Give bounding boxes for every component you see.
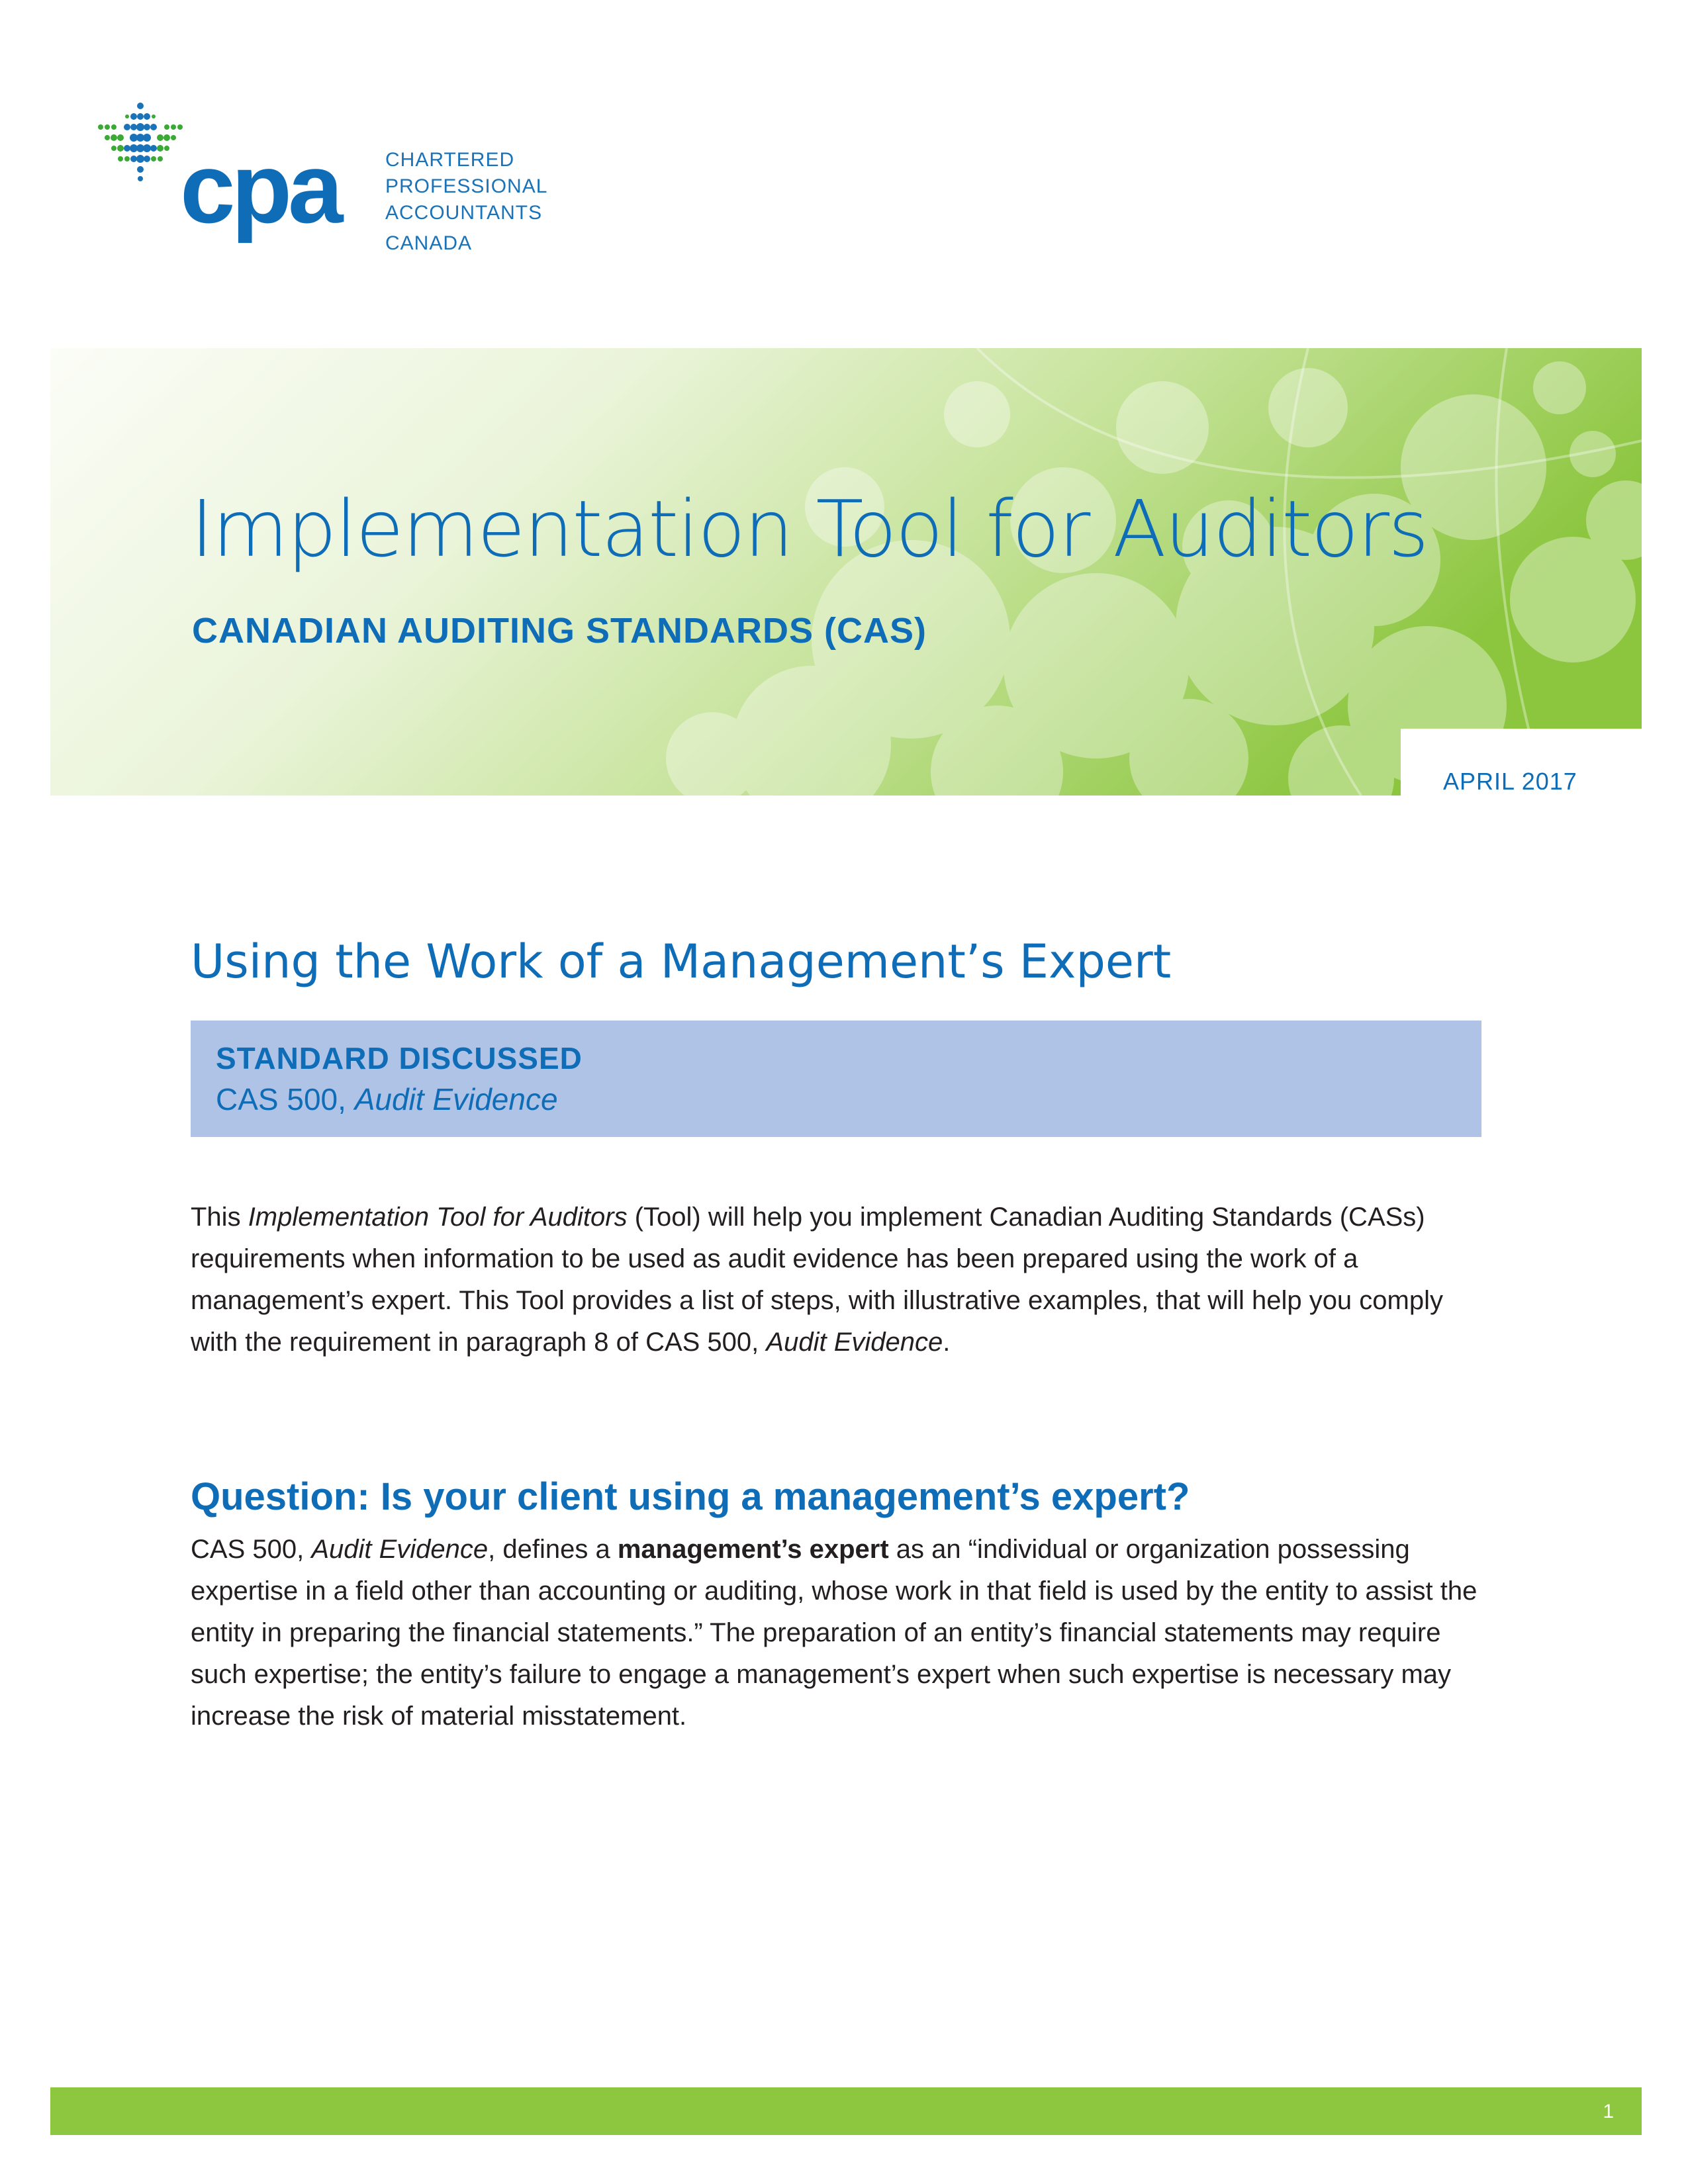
page-title: Implementation Tool for Auditors <box>191 483 1428 574</box>
intro-italic-tool: Implementation Tool for Auditors <box>248 1203 628 1232</box>
intro-paragraph <box>191 1197 1488 1363</box>
question-heading: Question: Is your client using a management’s expert? <box>191 1475 1190 1518</box>
logo-line-professional: PROFESSIONAL <box>385 175 548 197</box>
question-paragraph <box>191 1529 1488 1737</box>
question-text-b: , defines a <box>488 1535 618 1564</box>
intro-italic-evidence: Audit Evidence <box>766 1328 943 1357</box>
cpa-logo <box>93 93 569 265</box>
logo-line-canada: CANADA <box>385 232 473 254</box>
footer-bar <box>50 2087 1642 2135</box>
intro-text-b: (Tool) will help you implement Canadian Auditing Standards (CASs) requirements when information to be used as audit evidence has been prepared using the work of a management’s expert. This Tool provides a list of steps, with illustrative examples, that will help you comply with the requirement in paragraph 8 of CAS 500, <box>191 1203 1443 1357</box>
intro-text-a: This <box>191 1203 248 1232</box>
standard-label: STANDARD DISCUSSED <box>216 1041 583 1075</box>
standard-ref-text: CAS 500, <box>216 1082 355 1116</box>
intro-text-c: . <box>943 1328 951 1357</box>
standard-ref-italic: Audit Evidence <box>354 1082 558 1116</box>
logo-text <box>385 147 547 257</box>
maple-leaf-dots-icon <box>93 93 384 265</box>
cpa-wordmark: cpa <box>180 132 340 244</box>
logo-line-chartered: CHARTERED <box>385 149 515 171</box>
question-bold-term: management’s expert <box>617 1535 889 1564</box>
question-text-a: CAS 500, <box>191 1535 312 1564</box>
standard-reference <box>216 1081 558 1117</box>
question-text-c: as an “individual or organization possessing expertise in a field other than accounting or auditing, whose work in that field is used by the entity to assist the entity in preparing the financial statements.” The preparation of an entity’s financial statements may require such expertise; the entity’s failure to engage a management’s expert when such expertise is necessary may increase the risk of material misstatement. <box>191 1535 1477 1731</box>
section-title: Using the Work of a Management’s Expert <box>191 934 1172 989</box>
page-subtitle: CANADIAN AUDITING STANDARDS (CAS) <box>192 611 927 651</box>
standard-discussed-box <box>191 1021 1481 1137</box>
publication-date: APRIL 2017 <box>1443 768 1577 795</box>
page-number: 1 <box>1603 2101 1614 2122</box>
logo-line-accountants: ACCOUNTANTS <box>385 202 543 224</box>
question-italic: Audit Evidence <box>311 1535 489 1564</box>
